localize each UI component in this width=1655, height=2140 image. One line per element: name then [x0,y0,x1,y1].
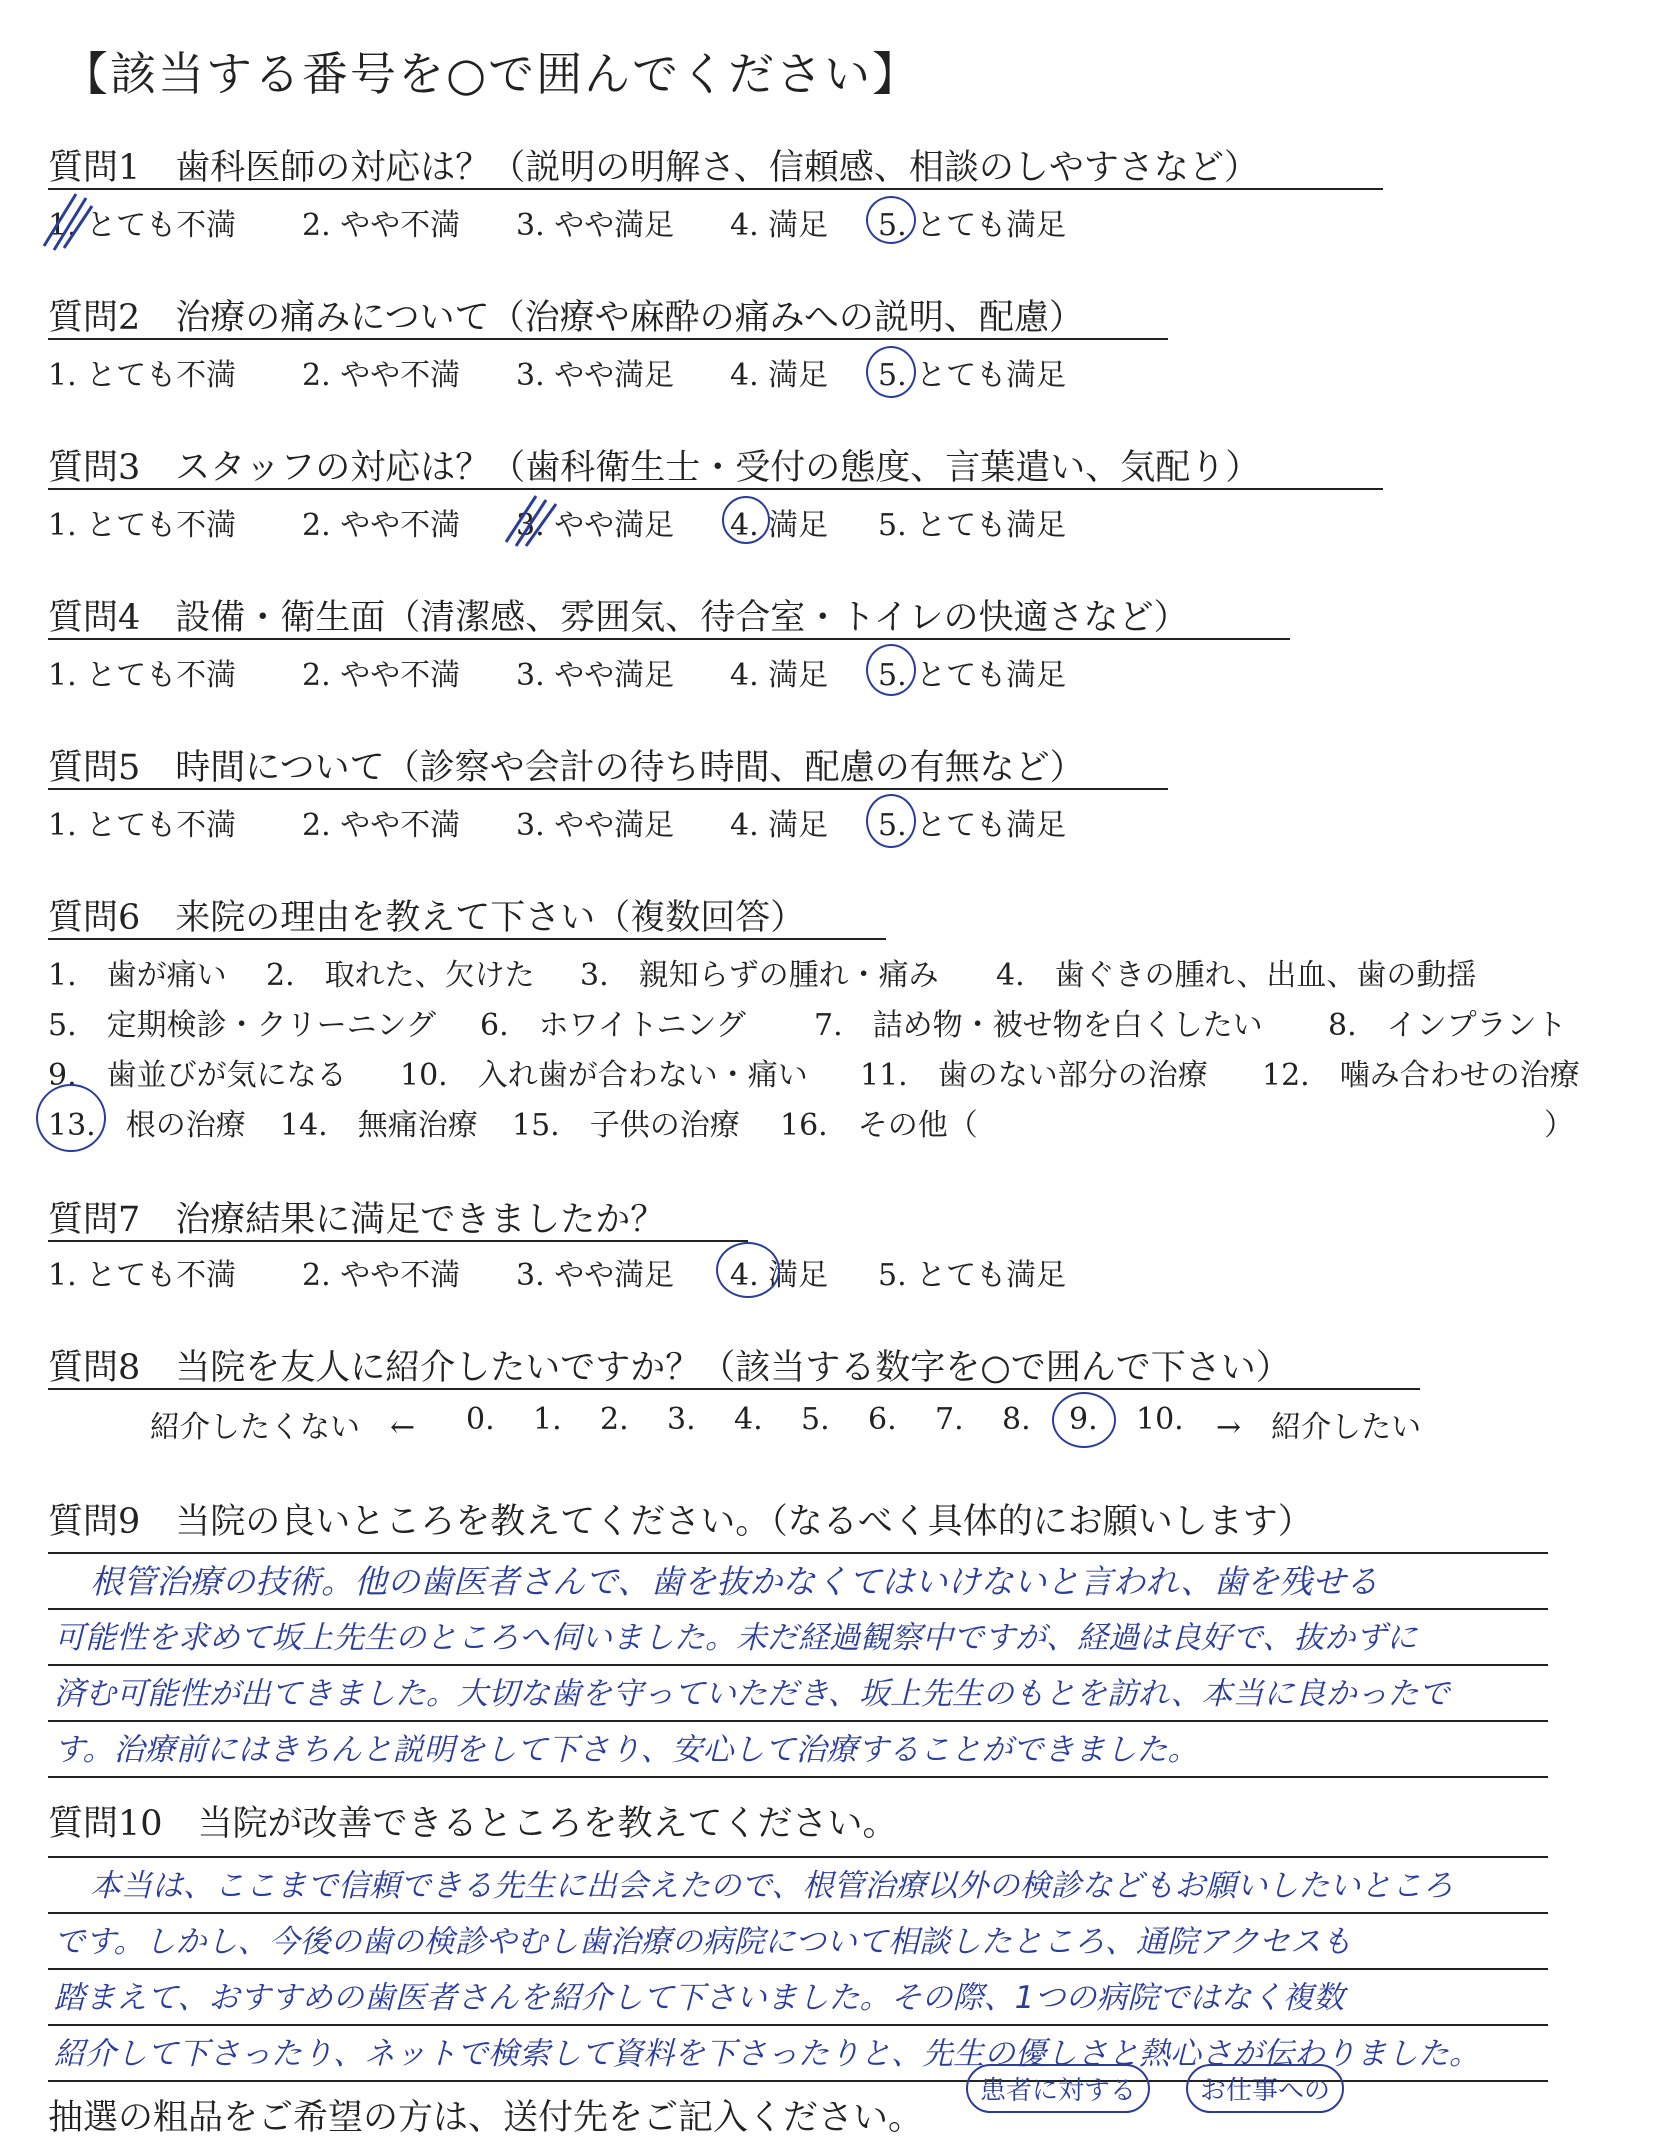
q8-number-4[interactable]: 4. [734,1402,763,1437]
question-8-title: 質問8 当院を友人に紹介したいですか？（該当する数字を○で囲んで下さい） [48,1348,1291,1388]
q6-option-15[interactable]: 15. 子供の治療 [512,1108,740,1143]
q6-option-14[interactable]: 14. 無痛治療 [280,1108,478,1143]
q6-option-7[interactable]: 7. 詰め物・被せ物を白くしたい [814,1008,1263,1043]
q7-option-5[interactable]: 5. とても満足 [878,1258,1067,1293]
q4-option-1[interactable]: 1. とても不満 [48,658,237,693]
q6-option-9[interactable]: 9. 歯並びが気になる [48,1058,347,1093]
q4-selected-circle [866,644,916,696]
q10-answer-line-4: 紹介して下さったり、ネットで検索して資料を下さったりと、先生の優しさと熱心さが伝わりました。 [54,2036,1480,2072]
question-4-underline [48,638,1290,640]
q6-option-10[interactable]: 10. 入れ歯が合わない・痛い [400,1058,808,1093]
q6-other-close-paren: ） [1544,1108,1574,1143]
q9-rule-1 [48,1608,1548,1610]
q8-number-8[interactable]: 8. [1002,1402,1031,1437]
question-10-title: 質問10 当院が改善できるところを教えてください。 [48,1804,898,1844]
q9-answer-line-2: 可能性を求めて坂上先生のところへ伺いました。未だ経過観察中ですが、経過は良好で、抜かずに [54,1620,1418,1656]
q10-answer-line-1: 本当は、ここまで信頼できる先生に出会えたので、根管治療以外の検診などもお願いしたいところ [90,1868,1454,1904]
q5-option-4[interactable]: 4. 満足 [730,808,829,843]
q3-option-4[interactable]: 4. 満足 [730,508,829,543]
question-6-underline [48,938,886,940]
q6-option-11[interactable]: 11. 歯のない部分の治療 [860,1058,1208,1093]
q7-option-4[interactable]: 4. 満足 [730,1258,829,1293]
q3-option-5[interactable]: 5. とても満足 [878,508,1067,543]
q6-option-13[interactable]: 13. 根の治療 [48,1108,246,1143]
q6-option-6[interactable]: 6. ホワイトニング [480,1008,746,1043]
q9-answer-line-1: 根管治療の技術。他の歯医者さんで、歯を抜かなくてはいけないと言われ、歯を残せる [90,1562,1379,1601]
q8-number-7[interactable]: 7. [935,1402,964,1437]
q1-selected-circle [866,196,916,244]
q1-option-2[interactable]: 2. やや不満 [302,208,461,243]
q9-rule-2 [48,1664,1548,1666]
q1-option-4[interactable]: 4. 満足 [730,208,829,243]
question-1-title: 質問1 歯科医師の対応は？（説明の明解さ、信頼感、相談のしやすさなど） [48,148,1259,188]
q8-number-1[interactable]: 1. [533,1402,562,1437]
q4-option-5[interactable]: 5. とても満足 [878,658,1067,693]
q10-answer-line-3: 踏まえて、おすすめの歯医者さんを紹介して下さいました。その際、1つの病院ではなく複数 [54,1980,1345,2016]
q6-option-16[interactable]: 16. その他（ [780,1108,978,1143]
q8-number-2[interactable]: 2. [600,1402,629,1437]
q6-option-1[interactable]: 1. 歯が痛い [48,958,227,993]
q3-selected-circle [722,496,770,544]
q2-selected-circle [866,346,916,398]
margin-note-patients: 患者に対する [966,2064,1150,2113]
q10-rule-1 [48,1912,1548,1914]
question-1-underline [48,188,1383,190]
q8-number-10[interactable]: 10. [1136,1402,1184,1437]
q2-option-5[interactable]: 5. とても満足 [878,358,1067,393]
q1-scribble-mark [36,186,96,256]
q8-number-5[interactable]: 5. [801,1402,830,1437]
q10-rule-0 [48,1856,1548,1858]
q8-number-6[interactable]: 6. [868,1402,897,1437]
margin-note-work: お仕事への [1186,2064,1344,2113]
question-2-title: 質問2 治療の痛みについて（治療や麻酔の痛みへの説明、配慮） [48,298,1084,338]
q6-option-12[interactable]: 12. 噛み合わせの治療 [1262,1058,1580,1093]
q7-option-2[interactable]: 2. やや不満 [302,1258,461,1293]
question-2-underline [48,338,1168,340]
question-8-underline [48,1388,1420,1390]
question-6-title: 質問6 来院の理由を教えて下さい（複数回答） [48,898,806,938]
q3-option-1[interactable]: 1. とても不満 [48,508,237,543]
q7-option-3[interactable]: 3. やや満足 [516,1258,675,1293]
q6-option-5[interactable]: 5. 定期検診・クリーニング [48,1008,437,1043]
q9-rule-4 [48,1776,1548,1778]
q9-rule-3 [48,1720,1548,1722]
q2-option-1[interactable]: 1. とても不満 [48,358,237,393]
q8-number-0[interactable]: 0. [466,1402,495,1437]
question-5-underline [48,788,1168,790]
q2-option-4[interactable]: 4. 満足 [730,358,829,393]
question-3-title: 質問3 スタッフの対応は？（歯科衛生士・受付の態度、言葉遣い、気配り） [48,448,1261,488]
q4-option-3[interactable]: 3. やや満足 [516,658,675,693]
q8-selected-circle [1052,1392,1116,1448]
q1-option-3[interactable]: 3. やや満足 [516,208,675,243]
q8-number-3[interactable]: 3. [667,1402,696,1437]
footer-instruction: 抽選の粗品をご希望の方は、送付先をご記入ください。 [48,2098,924,2138]
q8-right-label: → 紹介したい [1216,1410,1422,1445]
q6-option-2[interactable]: 2. 取れた、欠けた [266,958,535,993]
question-4-title: 質問4 設備・衛生面（清潔感、雰囲気、待合室・トイレの快適さなど） [48,598,1189,638]
q2-option-3[interactable]: 3. やや満足 [516,358,675,393]
q3-option-2[interactable]: 2. やや不満 [302,508,461,543]
q1-option-5[interactable]: 5. とても満足 [878,208,1067,243]
q10-rule-3 [48,2024,1548,2026]
q5-selected-circle [866,794,916,848]
q5-option-1[interactable]: 1. とても不満 [48,808,237,843]
q6-option-4[interactable]: 4. 歯ぐきの腫れ、出血、歯の動揺 [996,958,1477,993]
q10-rule-2 [48,1968,1548,1970]
q7-selected-circle [716,1242,780,1298]
question-9-title: 質問9 当院の良いところを教えてください。（なるべく具体的にお願いします） [48,1502,1313,1542]
q9-answer-line-4: す。治療前にはきちんと説明をして下さり、安心して治療することができました。 [54,1732,1199,1768]
question-5-title: 質問5 時間について（診察や会計の待ち時間、配慮の有無など） [48,748,1085,788]
page-header: 【該当する番号を○で囲んでください】 [62,47,921,101]
q4-option-2[interactable]: 2. やや不満 [302,658,461,693]
question-3-underline [48,488,1383,490]
q10-answer-line-2: です。しかし、今後の歯の検診やむし歯治療の病院について相談したところ、通院アクセスも [54,1924,1352,1960]
q2-option-2[interactable]: 2. やや不満 [302,358,461,393]
question-7-title: 質問7 治療結果に満足できましたか？ [48,1200,666,1240]
q8-left-label: 紹介したくない ← [150,1410,416,1445]
q5-option-2[interactable]: 2. やや不満 [302,808,461,843]
q1-option-1[interactable]: 1. とても不満 [48,208,237,243]
q9-answer-line-3: 済む可能性が出てきました。大切な歯を守っていただき、坂上先生のもとを訪れ、本当に良かったで [54,1676,1450,1712]
q6-option-3[interactable]: 3. 親知らずの腫れ・痛み [580,958,939,993]
q6-selected-circle [36,1084,106,1152]
q6-option-8[interactable]: 8. インプラント [1328,1008,1567,1043]
q5-option-5[interactable]: 5. とても満足 [878,808,1067,843]
q4-option-4[interactable]: 4. 満足 [730,658,829,693]
q8-number-9[interactable]: 9. [1069,1402,1098,1437]
q7-option-1[interactable]: 1. とても不満 [48,1258,237,1293]
question-7-underline [48,1240,748,1242]
q3-scribble-mark [500,490,562,550]
q5-option-3[interactable]: 3. やや満足 [516,808,675,843]
q9-rule-0 [48,1552,1548,1554]
q3-option-3[interactable]: 3. やや満足 [516,508,675,543]
